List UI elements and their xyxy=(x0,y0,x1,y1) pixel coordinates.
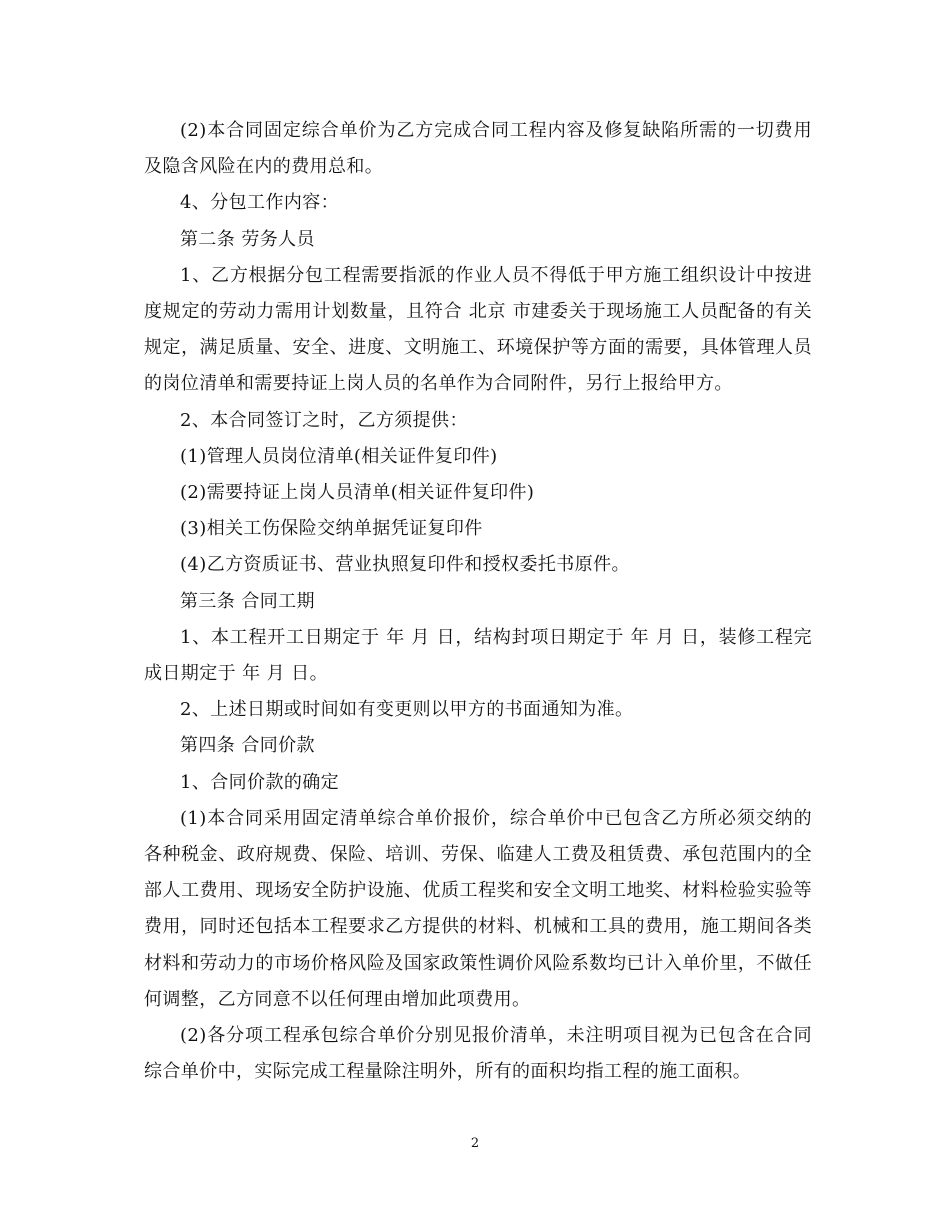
heading-article-3-duration: 第三条 合同工期 xyxy=(180,590,315,612)
paragraph-price-determination: 1、合同价款的确定 xyxy=(180,771,340,793)
paragraph-labor-assignment: 1、乙方根据分包工程需要指派的作业人员不得低于甲方施工组织设计中按进度规定的劳动力需用计划数量，且符合 北京 市建委关于现场施工人员配备的有关规定，满足质量、安全、进度、文明施工、环境保护等方面的需要，具体管理人员的岗位清单和需要持证上岗人员的名单作为合同附件，另行上报给甲方。 xyxy=(144,264,812,395)
paragraph-subcontract-content: 4、分包工作内容： xyxy=(180,192,340,214)
heading-article-4-price: 第四条 合同价款 xyxy=(180,735,315,757)
paragraph-fixed-unit-price: (2)本合同固定综合单价为乙方完成合同工程内容及修复缺陷所需的一切费用及隐含风险在内的费用总和。 xyxy=(144,120,812,178)
list-item-management-staff: (1)管理人员岗位清单(相关证件复印件) xyxy=(180,445,498,467)
paragraph-fixed-list-pricing: (1)本合同采用固定清单综合单价报价，综合单价中已包含乙方所必须交纳的各种税金、政府规费、保险、培训、劳保、临建人工费及租赁费、承包范围内的全部人工费用、现场安全防护设施、优质工程奖和安全文明工地奖、材料检验实验等费用，同时还包括本工程要求乙方提供的材料、机械和工具的费用，施工期间各类材料和劳动力的市场价格风险及国家政策性调价风险系数均已计入单价里，不做任何调整，乙方同意不以任何理由增加此项费用。 xyxy=(144,807,812,1010)
page-number: 2 xyxy=(470,1136,480,1151)
document-body xyxy=(144,113,812,1090)
paragraph-documents-required: 2、本合同签订之时，乙方须提供： xyxy=(180,409,468,431)
list-item-injury-insurance: (3)相关工伤保险交纳单据凭证复印件 xyxy=(180,518,483,540)
list-item-certified-staff: (2)需要持证上岗人员清单(相关证件复印件) xyxy=(180,482,535,504)
list-item-qualification-certificates: (4)乙方资质证书、营业执照复印件和授权委托书原件。 xyxy=(180,554,630,576)
paragraph-itemized-pricing: (2)各分项工程承包综合单价分别见报价清单，未注明项目视为已包含在合同综合单价中，实际完成工程量除注明外，所有的面积均指工程的施工面积。 xyxy=(144,1025,812,1083)
heading-article-2-labor: 第二条 劳务人员 xyxy=(180,228,315,250)
paragraph-schedule-changes: 2、上述日期或时间如有变更则以甲方的书面通知为准。 xyxy=(180,699,634,721)
paragraph-schedule-dates: 1、本工程开工日期定于 年 月 日，结构封项日期定于 年 月 日，装修工程完成日期定于 年 月 日。 xyxy=(144,626,812,685)
